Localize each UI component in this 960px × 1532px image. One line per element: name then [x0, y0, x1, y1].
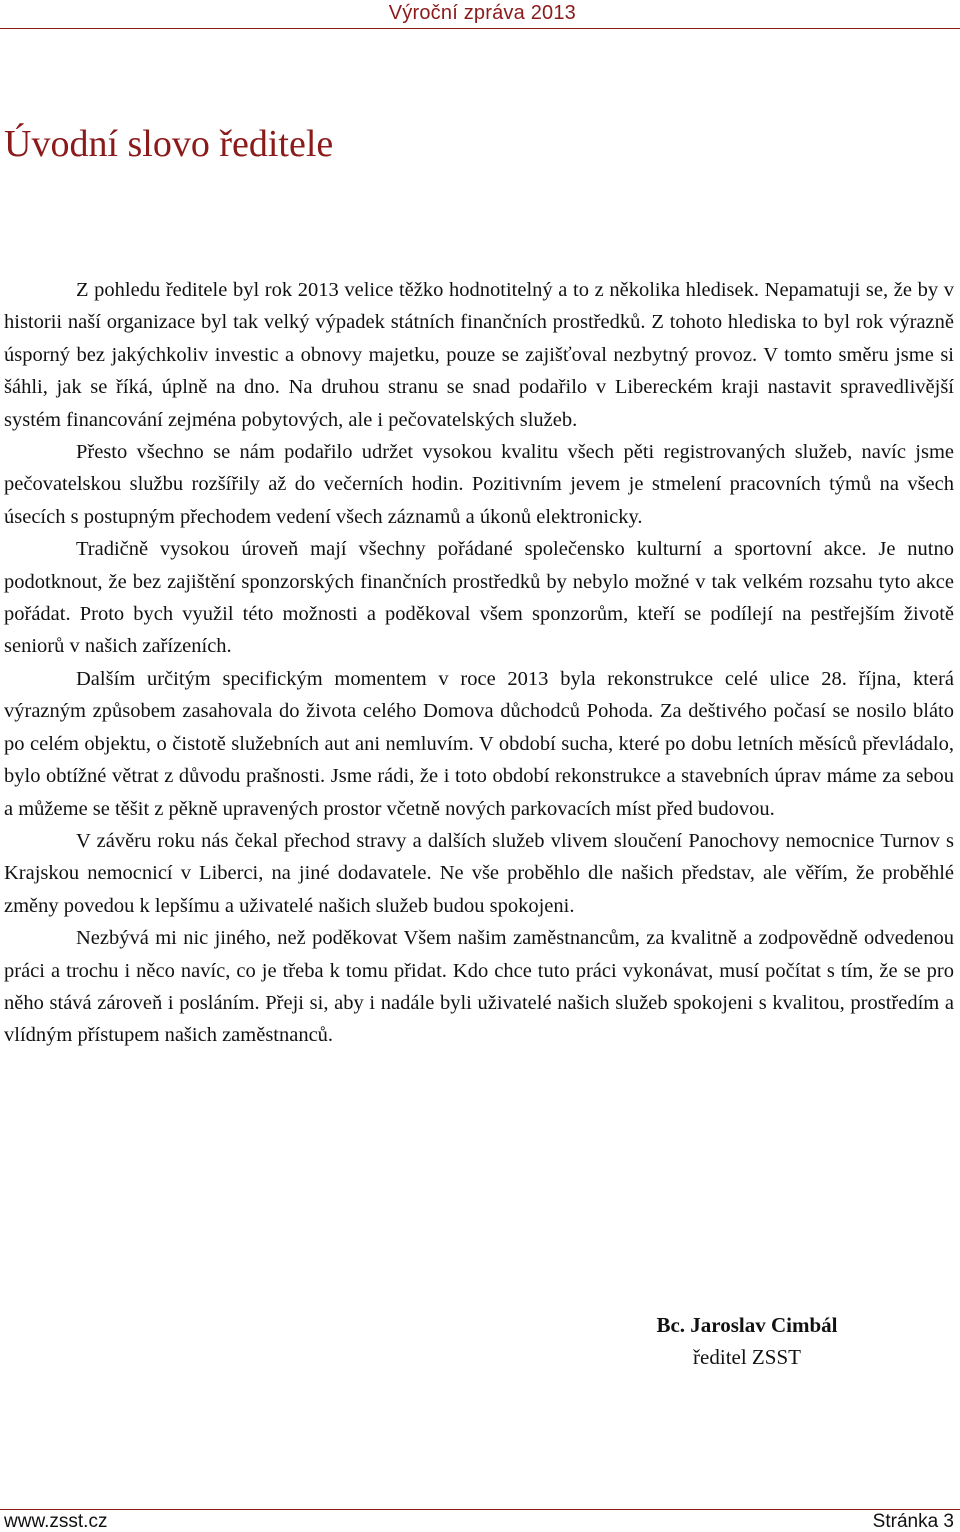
signature-role: ředitel ZSST [693, 1345, 801, 1369]
paragraph: Dalším určitým specifickým momentem v roce 2013 byla rekonstrukce celé ulice 28. října, která výrazným způsobem zasahovala do života celého Domova důchodců Pohoda. Za deštivého počasí se nosilo bláto po celém objektu, o čistotě služebních aut ani nemluvím. V období sucha, které po dobu letních měsíců převládalo, bylo obtížné větrat z důvodu prašnosti. Jsme rádi, že i toto období rekonstrukce a stavebních úprav máme za sebou a můžeme se těšit z pěkně upravených prostor včetně nových parkovacích míst před budovou. [4, 667, 954, 820]
paragraph: V závěru roku nás čekal přechod stravy a dalších služeb vlivem sloučení Panochovy nemocnice Turnov s Krajskou nemocnicí v Liberci, na jiné dodavatele. Ne vše proběhlo dle našich představ, ale věřím, že proběhlé změny povedou k lepšímu a uživatelé našich služeb budou spokojeni. [4, 829, 954, 917]
header-divider [0, 28, 960, 29]
page-title: Úvodní slovo ředitele [4, 123, 334, 165]
paragraph: Z pohledu ředitele byl rok 2013 velice těžko hodnotitelný a to z několika hledisek. Nepamatuji se, že by v historii naší organizace byl tak velký výpadek státních finančních prostředků. Z tohoto hlediska to byl rok výrazně úsporný bez jakýchkoliv investic a obnovy majetku, pouze se zajišťoval nezbytný provoz. V tomto směru jsme si šáhli, jak se říká, úplně na dno. Na druhou stranu se snad podařilo v Libereckém kraji nastavit spravedlivější systém financování zejména pobytových, ale i pečovatelských služeb. [4, 279, 954, 431]
signature-name: Bc. Jaroslav Cimbál [656, 1313, 838, 1337]
footer-page-number: Stránka 3 [872, 1511, 954, 1532]
footer-website-link[interactable]: www.zsst.cz [4, 1511, 108, 1532]
running-header: Výroční zpráva 2013 [388, 2, 576, 24]
paragraph: Tradičně vysokou úroveň mají všechny pořádané společensko kulturní a sportovní akce. Je nutno podotknout, že bez zajištění sponzorských finančních prostředků by nebylo možné v tak velkém rozsahu tyto akce pořádat. Proto bych využil této možnosti a poděkoval všem sponzorům, kteří se podílejí na pestřejším životě seniorů v našich zařízeních. [4, 538, 954, 658]
footer-divider [0, 1509, 960, 1510]
paragraph: Přesto všechno se nám podařilo udržet vysokou kvalitu všech pěti registrovaných služeb, navíc jsme pečovatelskou službu rozšířily až do večerních hodin. Pozitivním jevem je stmelení pracovních týmů na všech úsecích s postupným přechodem vedení všech záznamů a úkonů elektronicky. [4, 441, 954, 528]
body-text [4, 274, 954, 1052]
signature-block [620, 1309, 874, 1373]
paragraph: Nezbývá mi nic jiného, než poděkovat Všem našim zaměstnancům, za kvalitně a zodpovědně odvedenou práci a trochu i něco navíc, co je třeba k tomu přidat. Kdo chce tuto práci vykonávat, musí počítat s tím, že se pro něho stává zároveň i posláním. Přeji si, aby i nadále byli uživatelé našich služeb spokojeni s kvalitou, prostředím a vlídným přístupem našich zaměstnanců. [4, 927, 954, 1047]
